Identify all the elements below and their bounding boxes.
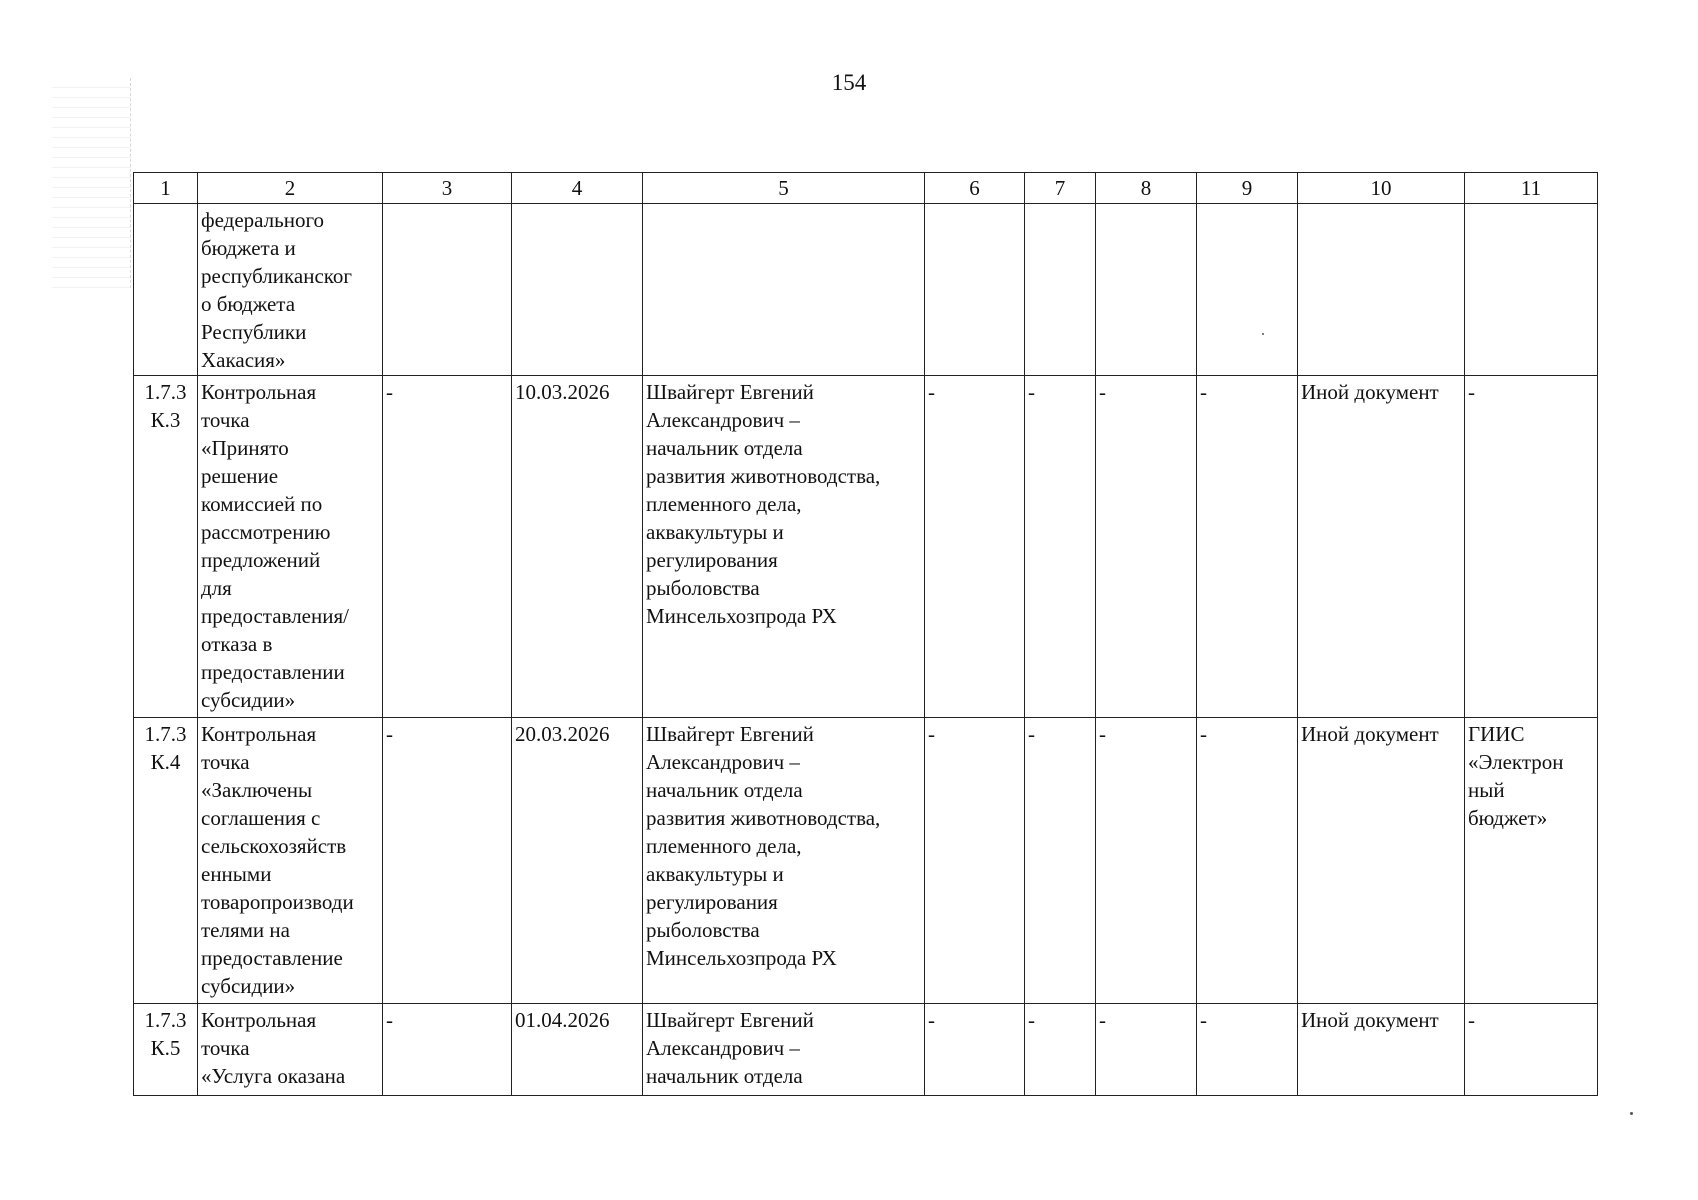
cell-col8: - — [1096, 376, 1197, 718]
column-header: 4 — [512, 173, 643, 204]
system-cell: ГИИС «Электрон ный бюджет» — [1465, 718, 1598, 1004]
cell-col3: - — [383, 1004, 512, 1096]
cell-col9: - — [1197, 718, 1298, 1004]
date-cell — [512, 204, 643, 376]
column-header: 7 — [1025, 173, 1096, 204]
date-cell: 20.03.2026 — [512, 718, 643, 1004]
responsible-cell — [643, 204, 925, 376]
name-cell: Контрольная точка «Принято решение комиссией по рассмотрению предложений для предоставления/ отказа в предоставлении субсидии» — [198, 376, 383, 718]
page-number: 154 — [831, 70, 867, 95]
document-type-cell: Иной документ — [1298, 718, 1465, 1004]
cell-col3 — [383, 204, 512, 376]
cell-col3: - — [383, 376, 512, 718]
column-header: 2 — [198, 173, 383, 204]
name-cell: федерального бюджета и республиканског о бюджета Республики Хакасия» — [198, 204, 383, 376]
table-row — [134, 376, 1598, 718]
cell-col8: - — [1096, 1004, 1197, 1096]
row-number-cell — [134, 204, 198, 376]
responsible-cell: Швайгерт Евгений Александрович – начальник отдела развития животноводства, племенного дела, аквакультуры и регулирования рыболовства Минсельхозпрода РХ — [643, 376, 925, 718]
row-number-cell: 1.7.3 К.4 — [134, 718, 198, 1004]
cell-col8 — [1096, 204, 1197, 376]
document-type-cell — [1298, 204, 1465, 376]
row-number-cell: 1.7.3 К.3 — [134, 376, 198, 718]
table-row — [134, 718, 1598, 1004]
cell-col6: - — [925, 376, 1025, 718]
document-type-cell: Иной документ — [1298, 1004, 1465, 1096]
cell-col7 — [1025, 204, 1096, 376]
column-header: 8 — [1096, 173, 1197, 204]
column-header: 6 — [925, 173, 1025, 204]
system-cell: - — [1465, 1004, 1598, 1096]
responsible-cell: Швайгерт Евгений Александрович – начальник отдела — [643, 1004, 925, 1096]
column-header: 3 — [383, 173, 512, 204]
cell-col7: - — [1025, 1004, 1096, 1096]
column-header: 5 — [643, 173, 925, 204]
header-row — [134, 173, 1598, 204]
column-header: 11 — [1465, 173, 1598, 204]
date-cell: 10.03.2026 — [512, 376, 643, 718]
column-header: 9 — [1197, 173, 1298, 204]
cell-col9: - — [1197, 376, 1298, 718]
cell-col6 — [925, 204, 1025, 376]
date-cell: 01.04.2026 — [512, 1004, 643, 1096]
cell-col8: - — [1096, 718, 1197, 1004]
row-number-cell: 1.7.3 К.5 — [134, 1004, 198, 1096]
cell-col9: - — [1197, 1004, 1298, 1096]
column-header: 1 — [134, 173, 198, 204]
cell-col3: - — [383, 718, 512, 1004]
cell-col6: - — [925, 1004, 1025, 1096]
system-cell — [1465, 204, 1598, 376]
name-cell: Контрольная точка «Услуга оказана — [198, 1004, 383, 1096]
cell-col7: - — [1025, 376, 1096, 718]
system-cell: - — [1465, 376, 1598, 718]
table-row — [134, 1004, 1598, 1096]
cell-col6: - — [925, 718, 1025, 1004]
responsible-cell: Швайгерт Евгений Александрович – начальник отдела развития животноводства, племенного дела, аквакультуры и регулирования рыболовства Минсельхозпрода РХ — [643, 718, 925, 1004]
document-type-cell: Иной документ — [1298, 376, 1465, 718]
table-row — [134, 204, 1598, 376]
cell-col9 — [1197, 204, 1298, 376]
column-header: 10 — [1298, 173, 1465, 204]
scan-artifact — [52, 78, 131, 288]
plan-table — [133, 172, 1598, 1096]
name-cell: Контрольная точка «Заключены соглашения с сельскохозяйств енными товаропроизводи телями на предоставление субсидии» — [198, 718, 383, 1004]
scan-dot — [1630, 1112, 1633, 1115]
cell-col7: - — [1025, 718, 1096, 1004]
